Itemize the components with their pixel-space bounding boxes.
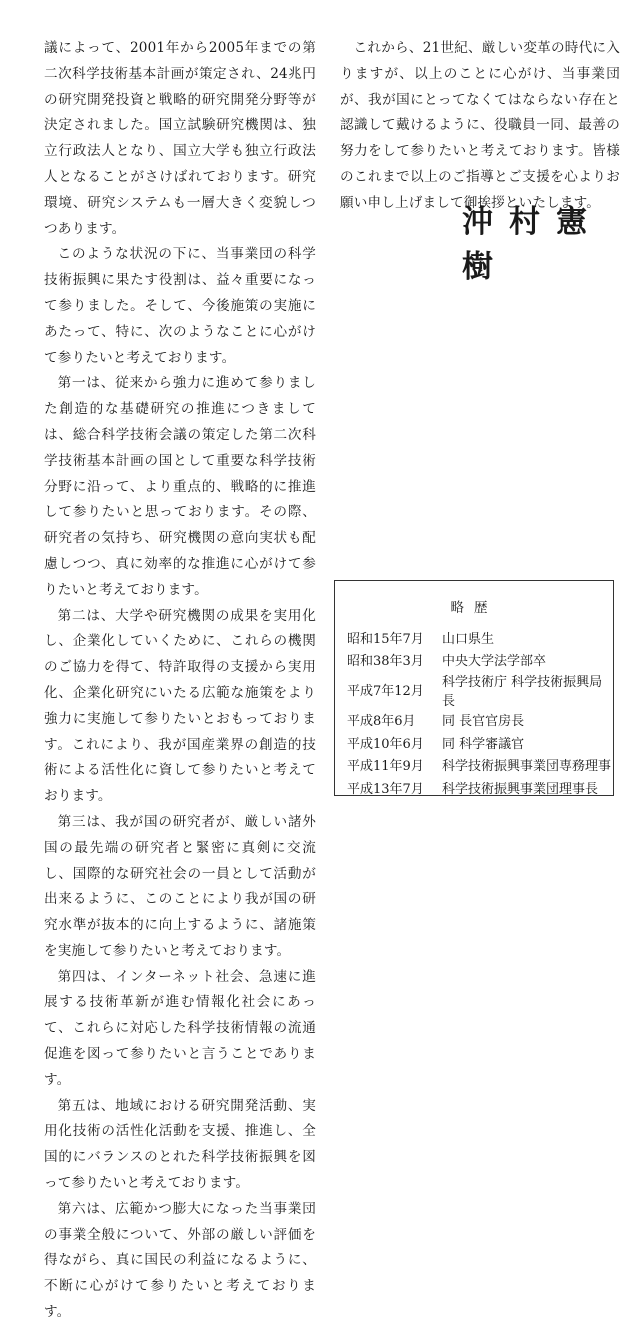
signature: 沖村憲樹 [462,204,603,285]
bio-date: 昭和15年7月 [347,631,424,647]
paragraph: このような状況の下に、当事業団の科学技術振興に果たす役割は、益々重要になって参りました。そして、今後施策の実施にあたって、特に、次のようなことに心がけて参りたいと考えております。 [44,246,316,366]
bio-event: 同 長官官房長 [442,714,525,730]
biography-row [347,671,613,709]
biography-row [347,626,613,648]
bio-event: 科学技術振興事業団専務理事 [442,759,612,775]
paragraph: 第三は、我が国の研究者が、厳しい諸外国の最先端の研究者と緊密に真剣に交流し、国際的な研究社会の一員として活動が出来るように、このことにより我が国の研究水準が抜本的に向上するように、諸施策を実施して参りたいと考えております。 [44,813,316,959]
biography-row [347,731,613,753]
paragraph: 第一は、従来から強力に進めて参りました創造的な基礎研究の推進につきましては、総合科学技術会議の策定した第二次科学技術基本計画の国として重要な科学技術分野に沿って、より重点的、戦略的に推進して参りたいと思っております。その際、研究者の気持ち、研究機関の意向実状も配慮しつつ、真に効率的な推進に心がけて参りたいと考えております。 [44,375,316,598]
bio-date: 平成11年9月 [347,759,424,775]
biography-row [347,776,613,798]
bio-event: 科学技術振興事業団理事長 [442,781,599,797]
paragraph: 第六は、広範かつ膨大になった当事業団の事業全般について、外部の厳しい評価を得ながら、真に国民の利益になるように、不断に心がけて参りたいと考えております。 [44,1200,316,1321]
closing-text-column [340,36,620,217]
paragraph: 第五は、地域における研究開発活動、実用化技術の活性化活動を支援、推進し、全国的にバランスのとれた科学技術振興を図って参りたいと考えております。 [44,1097,316,1192]
paragraph: 議によって、2001年から2005年までの第二次科学技術基本計画が策定され、24兆円の研究開発投資と戦略的研究開発分野等が決定されました。国立試験研究機関は、独立行政法人となり、国立大学も独立行政法人となることがさけばれております。研究環境、研究システムも一層大きく変貌しつつあります。 [44,40,316,237]
bio-date: 平成13年7月 [347,781,424,797]
bio-event: 中央大学法学部卒 [442,654,547,670]
biography-table [347,626,613,798]
closing-paragraph: これから、21世紀、厳しい変革の時代に入りますが、以上のことに心がけ、当事業団が、我が国にとってなくてはならない存在と認識して戴けるように、役職員一同、最善の努力をして参りたいと考えております。皆様のこれまで以上のご指導とご支援を心よりお願い申し上げまして御挨拶といたします。 [340,40,620,211]
biography-row [347,648,613,670]
biography-title: 略歴 [450,600,498,616]
paragraph: 第四は、インターネット社会、急速に進展する技術革新が進む情報化社会にあって、これらに対応した科学技術情報の流通促進を図って参りたいと言うことであります。 [44,968,316,1088]
bio-date: 平成8年6月 [347,714,416,730]
bio-event: 山口県生 [442,631,495,647]
bio-date: 昭和38年3月 [347,654,424,670]
bio-event: 科学技術庁 科学技術振興局長 [442,674,603,709]
biography-row [347,754,613,776]
main-text-column [44,36,316,1326]
paragraph: 第二は、大学や研究機関の成果を実用化し、企業化していくために、これらの機関のご協力を得て、特許取得の支援から実用化、企業化研究にいたる広範な施策をより強力に実施して参りたいとおもっております。これにより、我が国産業界の創造的技術による活性化に資して参りたいと考えております。 [44,607,316,805]
bio-date: 平成7年12月 [347,684,424,700]
bio-date: 平成10年6月 [347,736,424,752]
biography-row [347,709,613,731]
bio-event: 同 科学審議官 [442,736,525,752]
biography-box [334,580,614,796]
